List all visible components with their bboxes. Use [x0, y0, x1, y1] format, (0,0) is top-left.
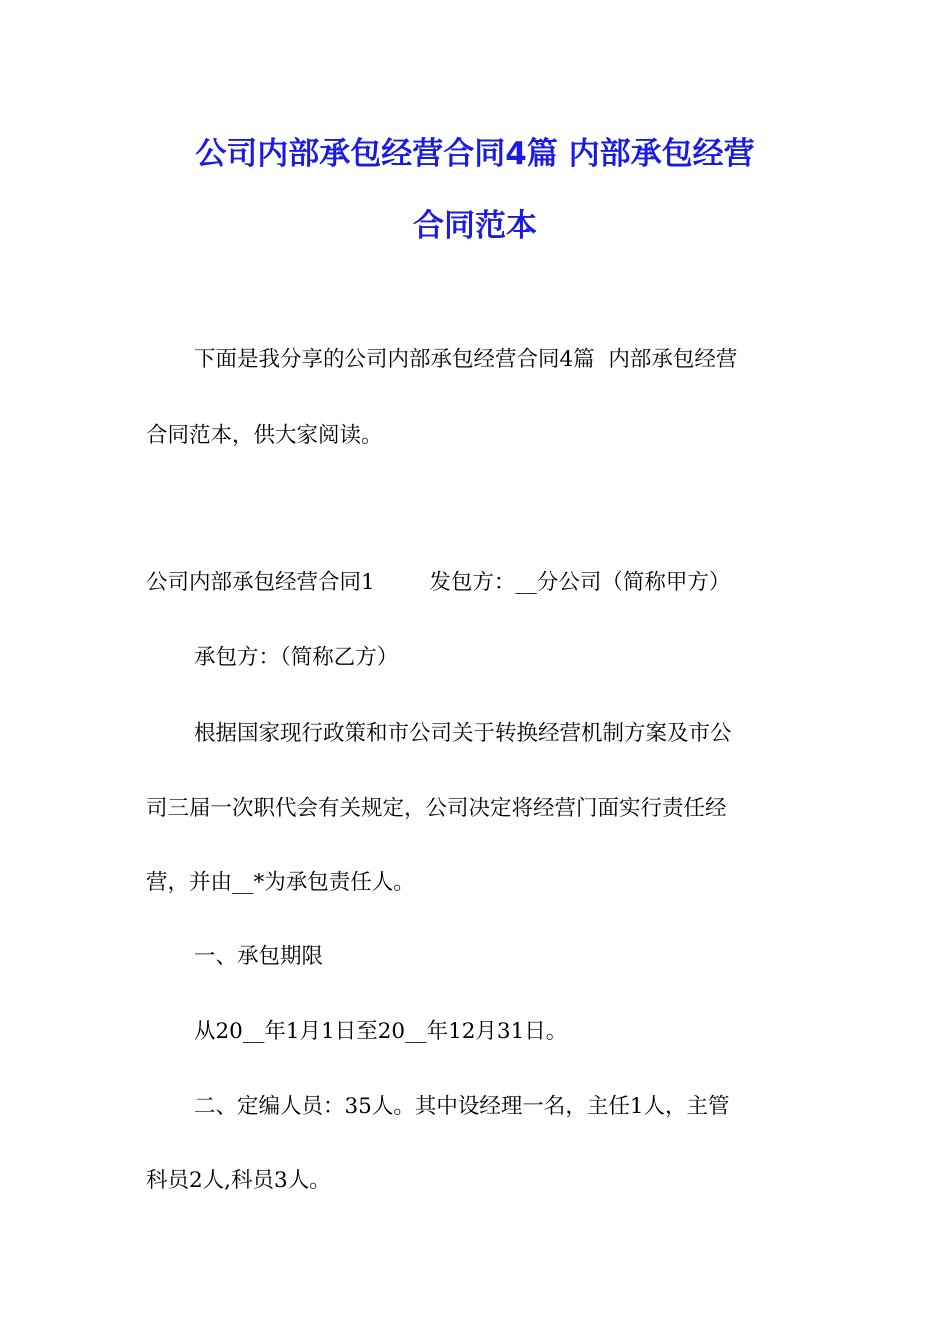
- basis-paragraph-line-1: 根据国家现行政策和市公司关于转换经营机制方案及市公: [194, 721, 732, 746]
- document-title-line-1: 公司内部承包经营合同4篇 内部承包经营: [195, 136, 755, 172]
- section-2-line-1: 二、定编人员：35人。其中设经理一名，主任1人，主管: [194, 1094, 730, 1119]
- basis-paragraph-line-3: 营，并由__*为承包责任人。: [146, 870, 415, 895]
- contractor-line: 承包方：（简称乙方）: [194, 645, 399, 670]
- section-1-text: 从20__年1月1日至20__年12月31日。: [194, 1019, 568, 1044]
- intro-paragraph-line-1: 下面是我分享的公司内部承包经营合同4篇 内部承包经营: [194, 347, 738, 372]
- section-2-line-2: 科员2人,科员3人。: [146, 1168, 331, 1193]
- intro-paragraph-line-2: 合同范本，供大家阅读。: [146, 423, 383, 448]
- basis-paragraph-line-2: 司三届一次职代会有关规定，公司决定将经营门面实行责任经: [146, 796, 727, 821]
- contract-heading: 公司内部承包经营合同1 发包方：__分公司（简称甲方）: [146, 570, 731, 595]
- document-title-line-2: 合同范本: [413, 208, 537, 244]
- section-1-title: 一、承包期限: [194, 944, 324, 969]
